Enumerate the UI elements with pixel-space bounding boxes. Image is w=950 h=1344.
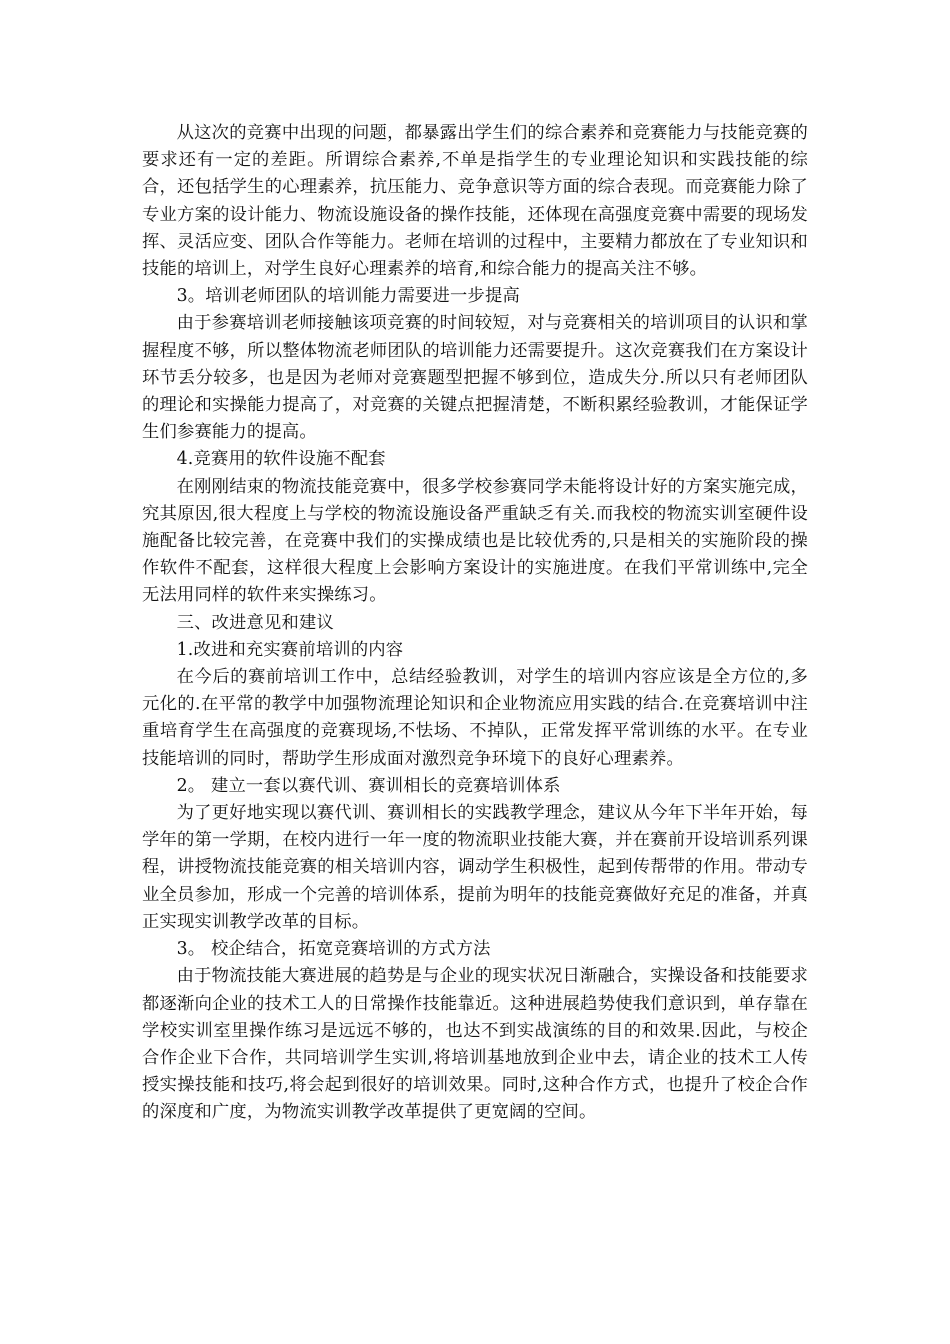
paragraph-pretraining: 在今后的赛前培训工作中，总结经验教训，对学生的培训内容应该是全方位的,多元化的.在平常的教学中加强物流理论知识和企业物流应用实践的结合.在竞赛培训中注重培育学生在高强度的竞赛现场,不怯场、不掉队，正常发挥平常训练的水平。在专业技能培训的同时，帮助学生形成面对激烈竞争环境下的良好心理素养。 bbox=[142, 667, 808, 769]
document-body bbox=[142, 120, 808, 1127]
heading-1-pretraining: 1.改进和充实赛前培训的内容 bbox=[176, 639, 404, 660]
heading-4-software: 4.竞赛用的软件设施不配套 bbox=[176, 449, 386, 470]
heading-2-system: 2。 建立一套以赛代训、赛训相长的竞赛培训体系 bbox=[176, 775, 561, 796]
paragraph-school-enterprise: 由于物流技能大赛进展的趋势是与企业的现实状况日渐融合，实操设备和技能要求都逐渐向企业的技术工人的日常操作技能靠近。这种进展趋势使我们意识到，单存靠在学校实训室里操作练习是远远不够的，也达不到实战演练的目的和效果.因此，与校企合作企业下合作，共同培训学生实训,将培训基地放到企业中去，请企业的技术工人传授实操技能和技巧,将会起到很好的培训效果。同时,这种合作方式，也提升了校企合作的深度和广度，为物流实训教学改革提供了更宽阔的空间。 bbox=[142, 966, 808, 1123]
paragraph-teacher-training: 由于参赛培训老师接触该项竞赛的时间较短，对与竞赛相关的培训项目的认识和掌握程度不够，所以整体物流老师团队的培训能力还需要提升。这次竞赛我们在方案设计环节丢分较多，也是因为老师对竞赛题型把握不够到位，造成失分.所以只有老师团队的理论和实操能力提高了，对竞赛的关键点把握清楚，不断积累经验教训，才能保证学生们参赛能力的提高。 bbox=[142, 313, 808, 443]
section-heading-suggestions: 三、改进意见和建议 bbox=[176, 612, 334, 633]
heading-3-school-enterprise: 3。 校企结合，拓宽竞赛培训的方式方法 bbox=[176, 939, 491, 960]
paragraph-intro: 从这次的竞赛中出现的问题，都暴露出学生们的综合素养和竞赛能力与技能竞赛的要求还有一定的差距。所谓综合素养,不单是指学生的专业理论知识和实践技能的综合，还包括学生的心理素养，抗压能力、竞争意识等方面的综合表现。而竞赛能力除了专业方案的设计能力、物流设施设备的操作技能，还体现在高强度竞赛中需要的现场发挥、灵活应变、团队合作等能力。老师在培训的过程中，主要精力都放在了专业知识和技能的培训上，对学生良好心理素养的培育,和综合能力的提高关注不够。 bbox=[142, 123, 808, 280]
heading-3-teacher-training: 3。培训老师团队的培训能力需要进一步提高 bbox=[176, 286, 520, 307]
paragraph-software: 在刚刚结束的物流技能竞赛中，很多学校参赛同学未能将设计好的方案实施完成，究其原因,很大程度上与学校的物流设施设备严重缺乏有关.而我校的物流实训室硬件设施配备比较完善，在竞赛中我们的实操成绩也是比较优秀的,只是相关的实施阶段的操作软件不配套，这样很大程度上会影响方案设计的实施进度。在我们平常训练中,完全无法用同样的软件来实操练习。 bbox=[142, 476, 808, 606]
paragraph-system: 为了更好地实现以赛代训、赛训相长的实践教学理念，建议从今年下半年开始，每学年的第一学期，在校内进行一年一度的物流职业技能大赛，并在赛前开设培训系列课程，讲授物流技能竞赛的相关培训内容，调动学生积极性，起到传帮带的作用。带动专业全员参加，形成一个完善的培训体系，提前为明年的技能竞赛做好充足的准备，并真正实现实训教学改革的目标。 bbox=[142, 803, 808, 932]
